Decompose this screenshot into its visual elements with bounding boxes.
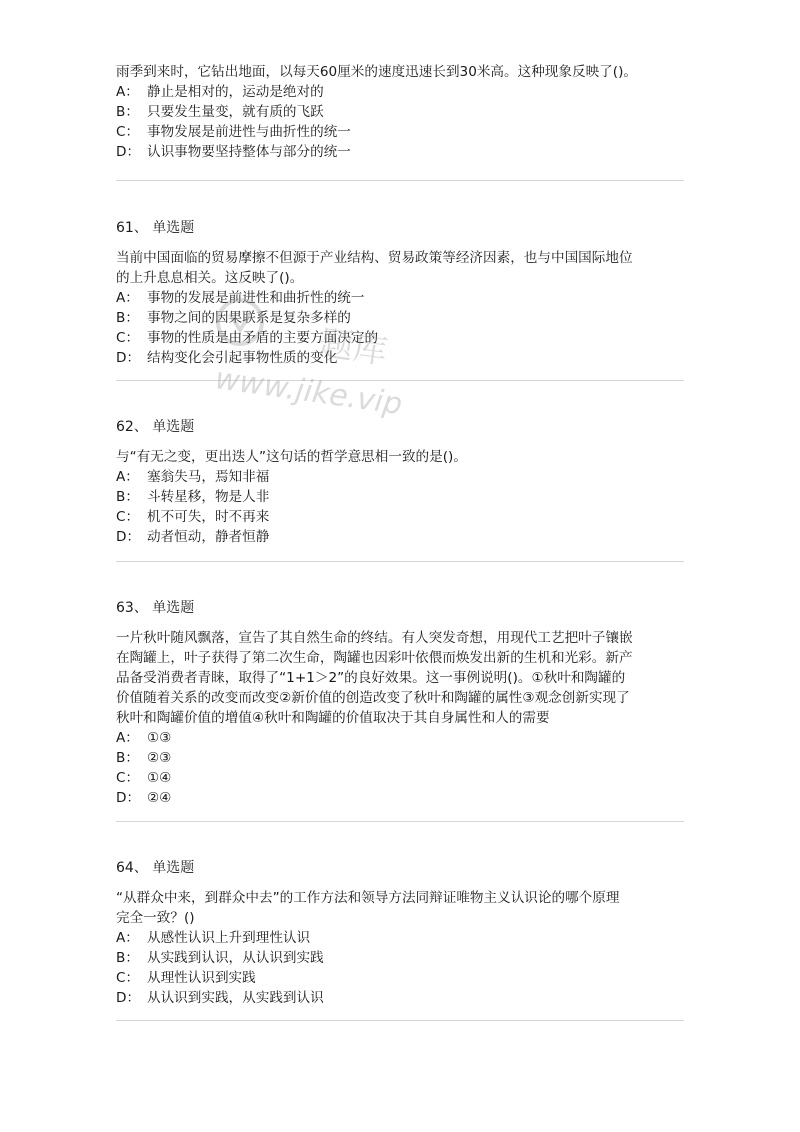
option-a[interactable]: A： 塞翁失马，焉知非福 <box>116 469 270 485</box>
question-60 <box>116 62 688 162</box>
option-b[interactable]: B： 事物之间的因果联系是复杂多样的 <box>116 310 351 326</box>
question-stem-line: 一片秋叶随风飘落，宣告了其自然生命的终结。有人突发奇想，用现代工艺把叶子镶嵌 <box>116 630 633 646</box>
option-d[interactable]: D： 从认识到实践，从实践到认识 <box>116 990 324 1006</box>
option-a[interactable]: A： 从感性认识上升到理性认识 <box>116 930 311 946</box>
option-c[interactable]: C： 机不可失，时不再来 <box>116 509 270 525</box>
question-header: 61、 单选题 <box>116 220 195 236</box>
question-stem: 与“有无之变，更出迭人”这句话的哲学意思相一致的是()。 <box>116 449 467 465</box>
divider <box>116 561 684 562</box>
question-stem-line: 当前中国面临的贸易摩擦不但源于产业结构、贸易政策等经济因素，也与中国国际地位 <box>116 250 633 266</box>
option-d[interactable]: D： 动者恒动，静者恒静 <box>116 529 270 545</box>
question-stem-line: 秋叶和陶罐价值的增值④秋叶和陶罐的价值取决于其自身属性和人的需要 <box>116 710 550 726</box>
question-stem-line: 在陶罐上，叶子获得了第二次生命，陶罐也因彩叶依偎而焕发出新的生机和光彩。新产 <box>116 650 633 666</box>
question-stem-line: 完全一致？() <box>116 910 195 926</box>
option-a[interactable]: A： ①③ <box>116 730 172 746</box>
watermark-url: www.jike.vip <box>212 361 405 422</box>
question-64 <box>116 858 688 1008</box>
option-b[interactable]: B： 从实践到认识，从认识到实践 <box>116 950 324 966</box>
option-c[interactable]: C： 从理性认识到实践 <box>116 970 256 986</box>
option-c[interactable]: C： 事物发展是前进性与曲折性的统一 <box>116 124 351 140</box>
question-61 <box>116 218 688 368</box>
question-stem: 雨季到来时，它钻出地面，以每天60厘米的速度迅速长到30米高。这种现象反映了()。 <box>116 64 637 80</box>
question-header: 63、 单选题 <box>116 600 195 616</box>
question-63 <box>116 598 688 808</box>
watermark-brand: 题库 <box>316 323 390 373</box>
option-c[interactable]: C： ①④ <box>116 770 172 786</box>
question-header: 62、 单选题 <box>116 419 195 435</box>
question-stem-line: 的上升息息相关。这反映了()。 <box>116 270 304 286</box>
question-62 <box>116 417 688 547</box>
option-d[interactable]: D： 认识事物要坚持整体与部分的统一 <box>116 144 351 160</box>
option-c[interactable]: C： 事物的性质是由矛盾的主要方面决定的 <box>116 330 379 346</box>
option-d[interactable]: D： 结构变化会引起事物性质的变化 <box>116 350 338 366</box>
question-stem-line: “从群众中来，到群众中去”的工作方法和领导方法同辩证唯物主义认识论的哪个原理 <box>116 890 620 906</box>
question-stem-line: 品备受消费者青睐，取得了“1+1＞2”的良好效果。这一事例说明()。①秋叶和陶罐的 <box>116 670 626 686</box>
option-b[interactable]: B： ②③ <box>116 750 172 766</box>
question-stem-line: 价值随着关系的改变而改变②新价值的创造改变了秋叶和陶罐的属性③观念创新实现了 <box>116 690 630 706</box>
divider <box>116 380 684 381</box>
question-header: 64、 单选题 <box>116 860 195 876</box>
divider <box>116 180 684 181</box>
option-d[interactable]: D： ②④ <box>116 790 172 806</box>
option-a[interactable]: A： 事物的发展是前进性和曲折性的统一 <box>116 290 365 306</box>
divider <box>116 1020 684 1021</box>
divider <box>116 821 684 822</box>
option-a[interactable]: A： 静止是相对的，运动是绝对的 <box>116 84 324 100</box>
option-b[interactable]: B： 斗转星移，物是人非 <box>116 489 270 505</box>
option-b[interactable]: B： 只要发生量变，就有质的飞跃 <box>116 104 324 120</box>
